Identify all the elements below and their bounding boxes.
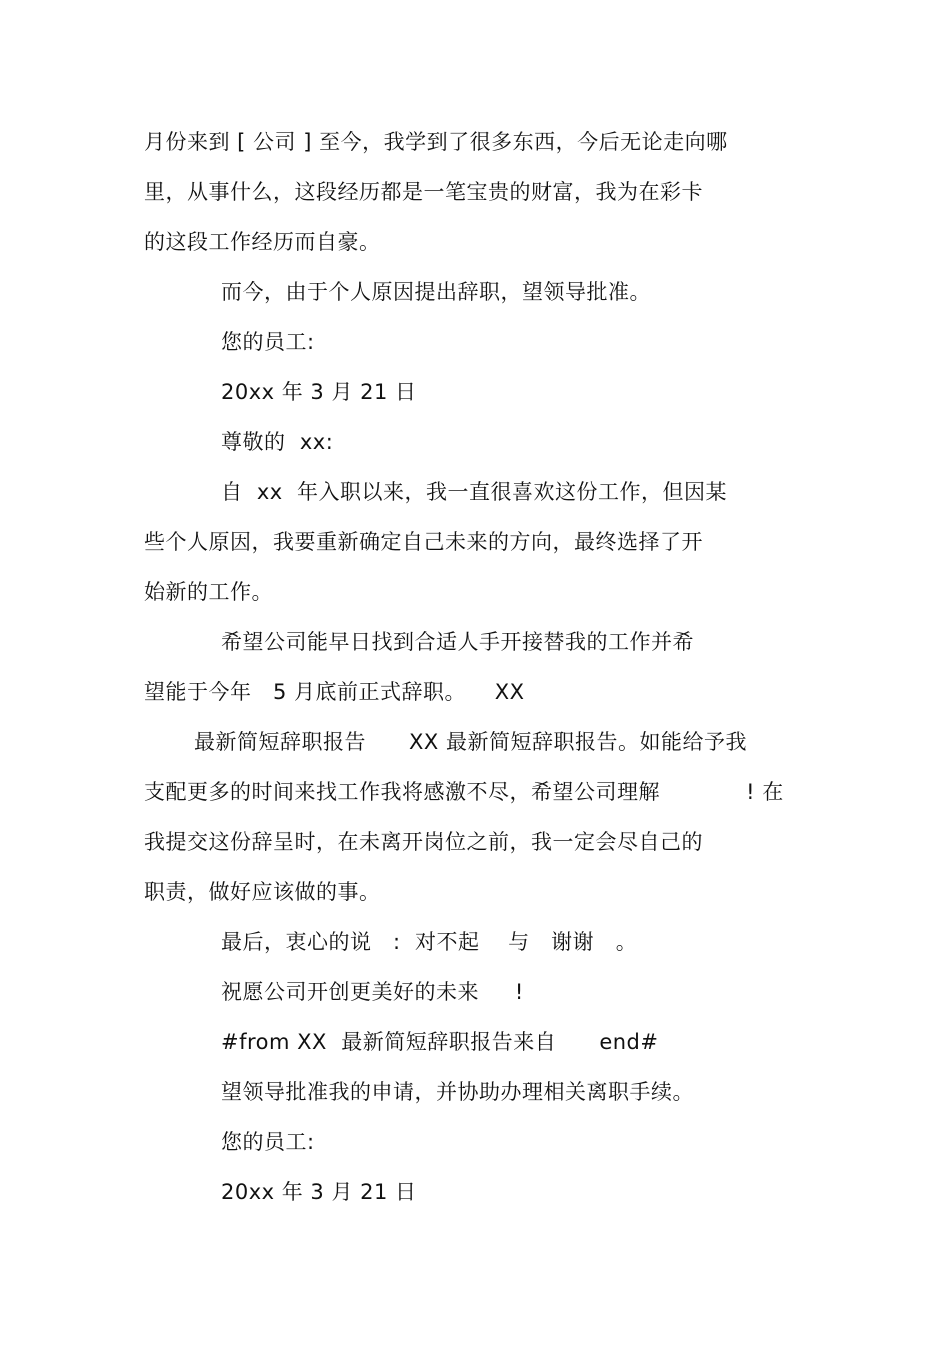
text-line: 望领导批准我的申请，并协助办理相关离职手续。 [221,1080,694,1104]
text-line: 您的员工: [221,1130,315,1154]
text-line: 些个人原因，我要重新确定自己未来的方向，最终选择了开 [144,530,703,554]
text-line: 望能于今年 5 月底前正式辞职。 XX [144,680,525,704]
text-line: 祝愿公司开创更美好的未来 ! [221,980,524,1004]
text-line: 的这段工作经历而自豪。 [144,230,381,254]
text-line: 最后，衷心的说 : 对不起 与 谢谢 。 [221,930,638,954]
text-line: 月份来到 [ 公司 ] 至今，我学到了很多东西，今后无论走向哪 [144,130,728,154]
text-line: 而今，由于个人原因提出辞职，望领导批准。 [221,280,651,304]
text-line: 最新简短辞职报告 XX 最新简短辞职报告。如能给予我 [194,730,747,754]
salutation-line: 尊敬的 xx: [221,430,334,454]
date-line: 20xx 年 3 月 21 日 [221,1180,417,1204]
text-line: #from XX 最新简短辞职报告来自 end# [221,1030,659,1054]
text-line: 始新的工作。 [144,580,273,604]
text-line: 自 xx 年入职以来，我一直很喜欢这份工作，但因某 [221,480,728,504]
text-line: 我提交这份辞呈时，在未离开岗位之前，我一定会尽自己的 [144,830,703,854]
text-line: 您的员工: [221,330,315,354]
text-line: 职责，做好应该做的事。 [144,880,381,904]
text-line: 希望公司能早日找到合适人手开接替我的工作并希 [221,630,694,654]
text-line: 里，从事什么，这段经历都是一笔宝贵的财富，我为在彩卡 [144,180,703,204]
date-line: 20xx 年 3 月 21 日 [221,380,417,404]
text-line: 支配更多的时间来找工作我将感激不尽，希望公司理解 ! 在 [144,780,784,804]
